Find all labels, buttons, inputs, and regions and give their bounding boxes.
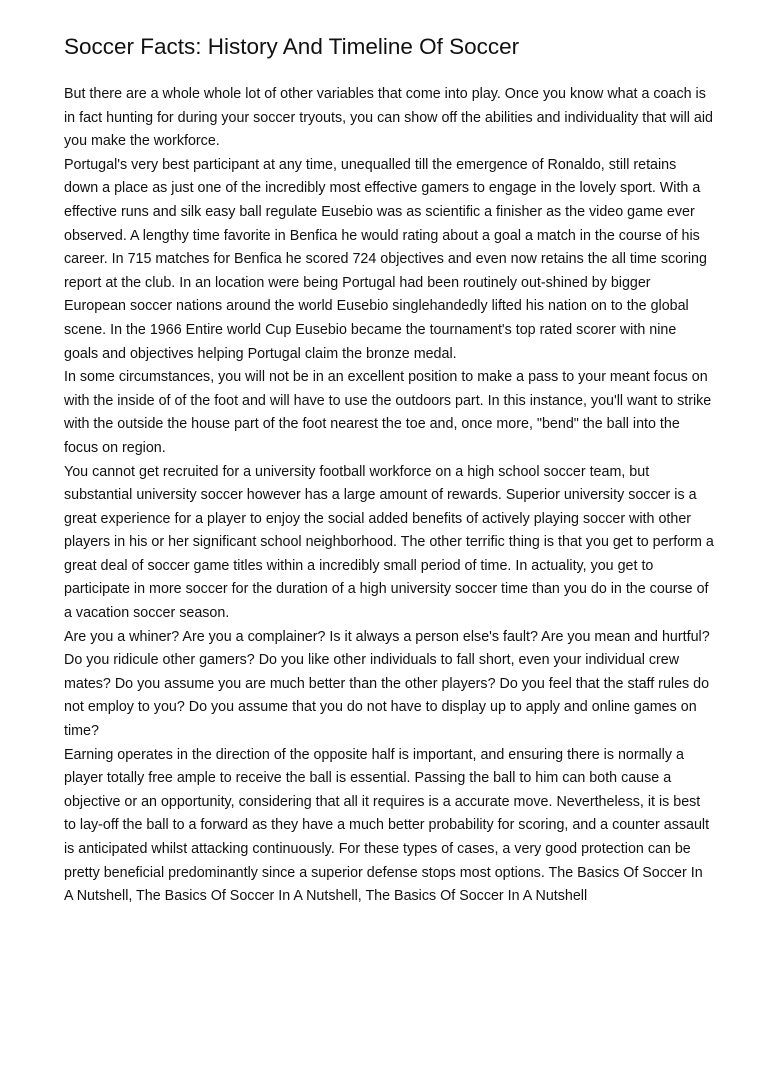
paragraph-tryouts: But there are a whole whole lot of other variables that come into play. Once you know what a coach is in fact hunting for during your soccer tryouts, you can show off the abilities and individuality that will aid you make the workforce. xyxy=(64,86,714,150)
page-title: Soccer Facts: History And Timeline Of Soccer xyxy=(64,34,520,59)
paragraph-high-school-soccer: You cannot get recruited for a university football workforce on a high school soccer team, but substantial university soccer however has a large amount of rewards. Superior university soccer is a great experience for a player to enjoy the social added benefits of actively playing soccer with other players in his or her significant school neighborhood. The other terrific thing is that you get to perform a great deal of soccer game titles within a incredibly small period of time. In actuality, you get to participate in more soccer for the duration of a high university soccer time than you do in the course of a vacation soccer season. xyxy=(64,463,714,622)
document-page xyxy=(64,30,714,909)
paragraph-outside-foot-pass: In some circumstances, you will not be in an excellent position to make a pass to your meant focus on with the inside of of the foot and will have to use the outdoors part. In this instance, you'll want to strike with the outside the house part of the foot nearest the toe and, once more, "bend" the ball into the focus on region. xyxy=(64,369,712,456)
paragraph-attitude-questions: Are you a whiner? Are you a complainer? Is it always a person else's fault? Are you mean and hurtful? Do you ridicule other gamers? Do you like other individuals to fall short, even your individual crew mates? Do you assume you are much better than the other players? Do you feel that the staff rules do not employ to you? Do you assume that you do not have to display up to apply and online games on time? xyxy=(64,628,710,740)
paragraph-passing-strategy: Earning operates in the direction of the opposite half is important, and ensuring there is normally a player totally free ample to receive the ball is essential. Passing the ball to him can both cause a objective or an opportunity, considering that all it requires is a accurate move. Nevertheless, it is best to lay-off the ball to a forward as they have a much better probability for scoring, and a counter assault is anticipated whilst attacking continuously. For these types of cases, a very good protection can be pretty beneficial predominantly since a superior defense stops most options. The Basics Of Soccer In A Nutshell, The Basics Of Soccer In A Nutshell, The Basics Of Soccer In A Nutshell xyxy=(64,746,710,905)
paragraph-eusebio: Portugal's very best participant at any time, unequalled till the emergence of Ronaldo, still retains down a place as just one of the incredibly most effective gamers to engage in the lovely sport. With a effective runs and silk easy ball regulate Eusebio was as scientific a finisher as the video game ever observed. A lengthy time favorite in Benfica he would rating about a goal a match in the course of his career. In 715 matches for Benfica he scored 724 objectives and even now retains the all time scoring report at the club. In an location were being Portugal had been routinely out-shined by bigger European soccer nations around the world Eusebio singlehandedly lifted his nation on to the global scene. In the 1966 Entire world Cup Eusebio became the tournament's top rated scorer with nine goals and objectives helping Portugal claim the bronze medal. xyxy=(64,156,707,362)
